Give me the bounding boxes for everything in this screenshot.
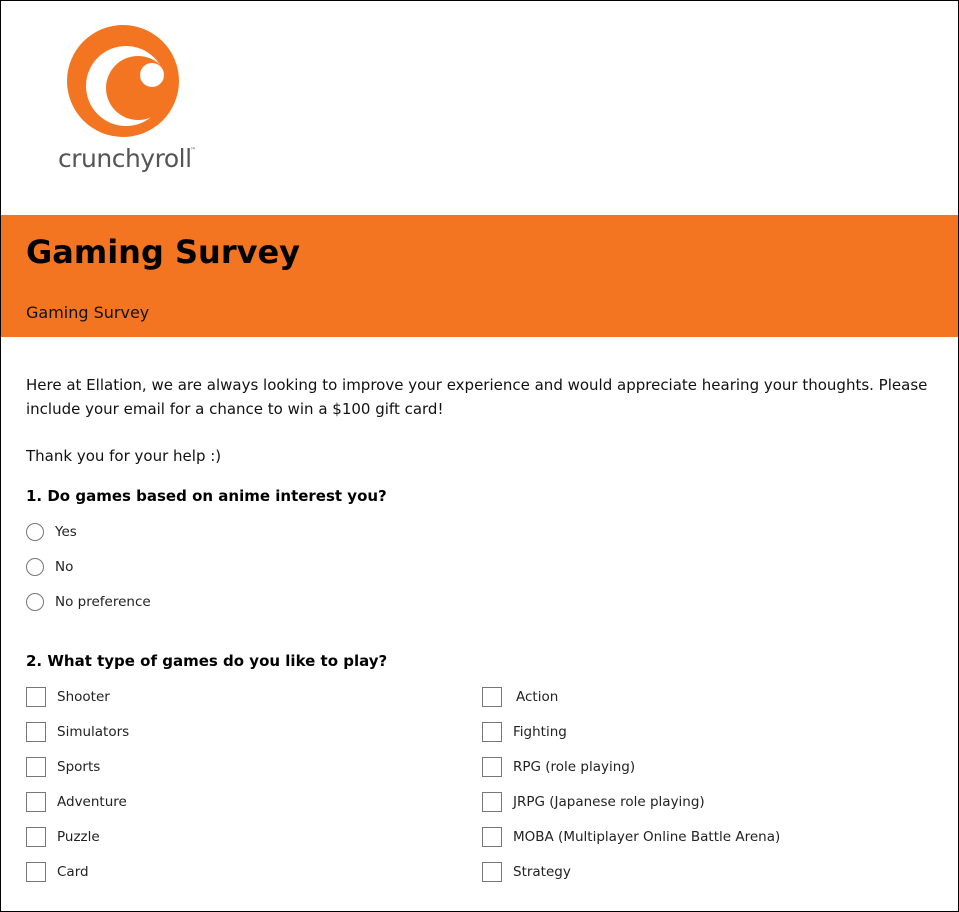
q2-option-adventure[interactable] bbox=[26, 791, 127, 813]
question-1-label: 1. Do games based on anime interest you? bbox=[26, 487, 387, 505]
q2-option-rpg[interactable] bbox=[482, 756, 635, 778]
checkbox[interactable] bbox=[26, 722, 46, 742]
q1-option-no[interactable] bbox=[26, 556, 73, 578]
radio-button[interactable] bbox=[26, 558, 44, 576]
option-label: RPG (role playing) bbox=[513, 759, 636, 775]
checkbox[interactable] bbox=[482, 792, 502, 812]
q2-option-moba[interactable] bbox=[482, 826, 780, 848]
checkbox[interactable] bbox=[26, 687, 46, 707]
checkbox[interactable] bbox=[482, 827, 502, 847]
option-label: Card bbox=[57, 864, 89, 880]
checkbox[interactable] bbox=[482, 687, 502, 707]
q2-option-jrpg[interactable] bbox=[482, 791, 705, 813]
option-label: Yes bbox=[55, 524, 77, 540]
q2-option-puzzle[interactable] bbox=[26, 826, 100, 848]
logo-trademark: ™ bbox=[190, 147, 196, 154]
question-2-label: 2. What type of games do you like to play? bbox=[26, 652, 388, 670]
q2-option-sports[interactable] bbox=[26, 756, 100, 778]
option-label: Simulators bbox=[57, 724, 130, 740]
option-label: Strategy bbox=[513, 864, 571, 880]
checkbox[interactable] bbox=[482, 862, 502, 882]
q1-option-no-preference[interactable] bbox=[26, 591, 151, 613]
option-label: JRPG (Japanese role playing) bbox=[513, 794, 705, 810]
intro-text: Here at Ellation, we are always looking to improve your experience and would appreciate hearing your thoughts. Please include your email for a chance to win a $100 gift card! bbox=[26, 376, 928, 418]
checkbox[interactable] bbox=[26, 792, 46, 812]
option-label: Fighting bbox=[513, 724, 567, 740]
q1-option-yes[interactable] bbox=[26, 521, 77, 543]
option-label: No preference bbox=[55, 594, 151, 610]
q2-option-strategy[interactable] bbox=[482, 861, 571, 883]
radio-button[interactable] bbox=[26, 593, 44, 611]
option-label: No bbox=[55, 559, 74, 575]
logo-wordmark: crunchyroll bbox=[58, 144, 192, 173]
q2-option-card[interactable] bbox=[26, 861, 89, 883]
checkbox[interactable] bbox=[26, 827, 46, 847]
page-title: Gaming Survey bbox=[26, 233, 301, 271]
checkbox[interactable] bbox=[482, 757, 502, 777]
page-subtitle: Gaming Survey bbox=[26, 303, 150, 322]
checkbox[interactable] bbox=[26, 862, 46, 882]
option-label: Shooter bbox=[57, 689, 110, 705]
thanks-text: Thank you for your help :) bbox=[26, 447, 222, 465]
q2-option-action[interactable] bbox=[482, 686, 558, 708]
checkbox[interactable] bbox=[26, 757, 46, 777]
option-label: Adventure bbox=[57, 794, 127, 810]
radio-button[interactable] bbox=[26, 523, 44, 541]
q2-option-fighting[interactable] bbox=[482, 721, 567, 743]
option-label: Sports bbox=[57, 759, 101, 775]
checkbox[interactable] bbox=[482, 722, 502, 742]
option-label: Puzzle bbox=[57, 829, 100, 845]
option-label: MOBA (Multiplayer Online Battle Arena) bbox=[513, 829, 781, 845]
q2-option-simulators[interactable] bbox=[26, 721, 129, 743]
q2-option-shooter[interactable] bbox=[26, 686, 110, 708]
option-label: Action bbox=[516, 689, 559, 705]
header-banner bbox=[1, 215, 958, 337]
